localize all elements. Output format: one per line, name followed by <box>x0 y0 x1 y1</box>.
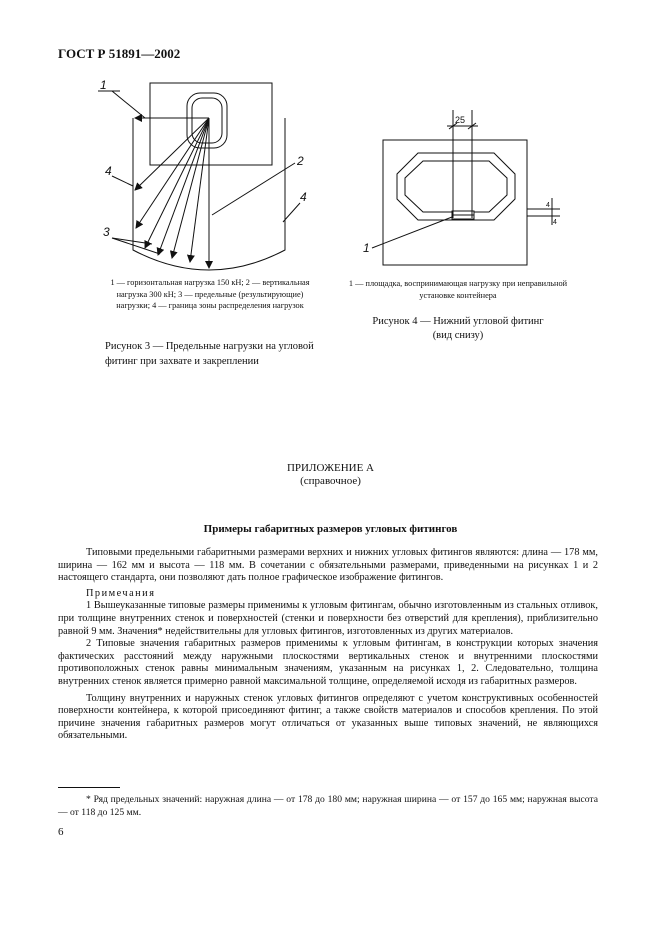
appendix-label: ПРИЛОЖЕНИЕ А <box>286 462 374 474</box>
notes-heading: Примечания <box>86 587 156 599</box>
leader-3a <box>112 238 152 244</box>
figure-4-drawing <box>372 110 560 265</box>
appendix-body <box>58 547 598 743</box>
fig4-dim-4b: 4 <box>553 219 557 226</box>
leader-4b <box>283 203 300 222</box>
figure-3-drawing <box>98 83 300 270</box>
figures-drawing <box>0 0 661 280</box>
appendix-title: Примеры габаритных размеров угловых фитингов <box>203 523 458 535</box>
figure-4-caption-line2: (вид снизу) <box>432 330 484 341</box>
document-header: ГОСТ Р 51891—2002 <box>58 46 181 61</box>
leader-4a <box>112 176 133 186</box>
fig3-label-3: 3 <box>103 225 110 239</box>
figure-4-legend: 1 — площадка, воспринимающая нагрузку при неправильной установке контейнера <box>348 279 568 300</box>
paragraph-1: Типовыми предельными габаритными размерами верхних и нижних угловых фитингов являются: длина — 178 мм, ширина — 162 мм и высота — 118 мм. В сочетании с обязательными размерами, приведенными на рисунках 1 и 2 настоящего стандарта, они позволяют дать полное графическое изображение фитингов. <box>58 547 598 584</box>
note-1: 1 Вышеуказанные типовые размеры применимы к угловым фитингам, обычно изготовленным из стальных отливок, при толщине внутренних стенок и поверхностей (стенки и поверхности без отверстий для крепления), приблизительно равной 9 мм. Значения* недействительны для угловых фитингов, изготовленных из других материалов. <box>58 600 598 637</box>
footnote-text: * Ряд предельных значений: наружная длина — от 178 до 180 мм; наружная ширина — от 157 до 165 мм; наружная высота — от 118 до 125 мм. <box>58 794 598 818</box>
note-2: 2 Типовые значения габаритных размеров применимы к угловым фитингам, в конструкции которых значения фактических расстояний между наружными плоскостями вертикальных стенок и внутренними плоскостями противоположных стенок равны минимальным значениям, указанным на рисунках 1, 2. Следовательно, толщина внутренних стенок является примерно равной максимальной толщине, определяемой исходя из габаритных размеров. <box>58 638 598 687</box>
fig3-label-4a: 4 <box>105 164 112 178</box>
figure-3-caption: Рисунок 3 — Предельные нагрузки на угловой фитинг при захвате и закреплении <box>105 341 314 367</box>
oval-opening <box>397 153 515 220</box>
paragraph-2: Толщину внутренних и наружных стенок угловых фитингов определяют с учетом конструктивных особенностей поверхности контейнера, к которой присоединяют фитинг, а также свойств материалов и способов крепления. По этой причине значения габаритных размеров могут отличаться от указанных выше типовых значений, не являющихся обязательными. <box>58 692 598 742</box>
fig3-label-2: 2 <box>297 154 304 168</box>
leader-1 <box>112 91 145 118</box>
figure-3-legend: 1 — горизонтальная нагрузка 150 кН; 2 — вертикальная нагрузка 300 кН; 3 — предельные (результирующие) нагрузки; 4 — граница зоны распределения нагрузок <box>110 278 310 310</box>
footnote-separator <box>58 787 120 788</box>
page-number: 6 <box>58 826 64 838</box>
fig4-dim-25: 25 <box>455 115 466 125</box>
fitting-plate <box>150 83 272 165</box>
fig3-label-1: 1 <box>100 78 107 92</box>
leader-2 <box>212 163 295 215</box>
fitting-bottom-view <box>383 140 527 265</box>
fig4-label-1: 1 <box>363 241 370 255</box>
figure-4-caption <box>338 315 578 343</box>
fig4-dim-4a: 4 <box>546 202 550 209</box>
footnote <box>58 793 598 819</box>
appendix-sublabel: (справочное) <box>300 475 361 487</box>
fig3-label-4b: 4 <box>300 190 307 204</box>
figure-4-caption-line1: Рисунок 4 — Нижний угловой фитинг <box>372 316 544 327</box>
